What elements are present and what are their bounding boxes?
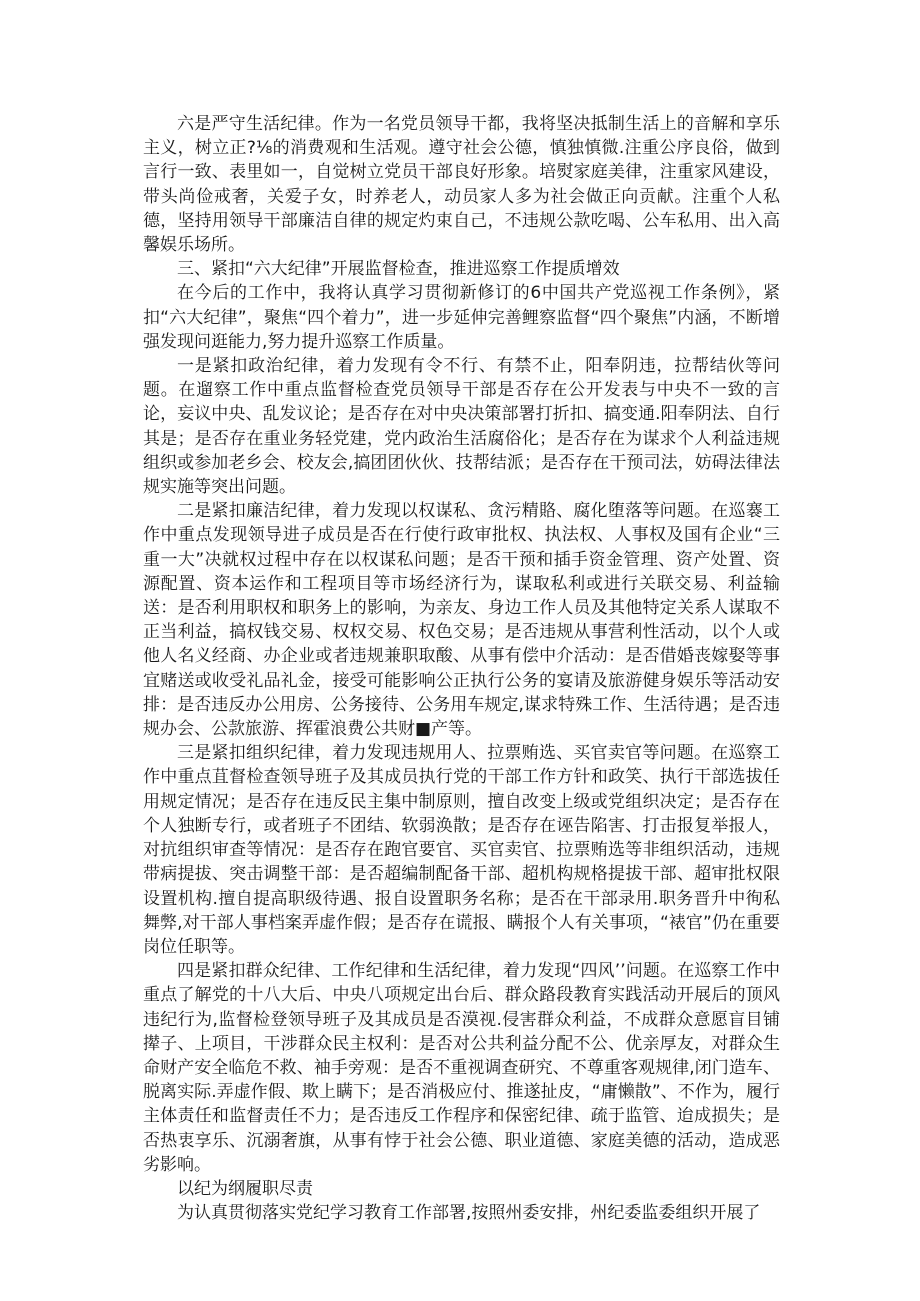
- section-heading-three: 三、紧扣“六大纪律”开展监督检查，推进巡察工作提质增效: [177, 259, 620, 280]
- paragraph-political-discipline: 一是紧扣政治纪律，着力发现有令不行、有禁不止，阳奉阴违，拉帮结伙等问题。在遛察工作中重点监督检查党员领导干部是否存在公开发表与中央不一致的言论，妄议中央、乱发议论；是否存在对中央决策部署打折扣、搞变通.阳奉阴法、自行其是；是否存在重业务轻党建，党内政治生活腐俗化；是否存在为谋求个人利益违规组织或参加老乡会、校友会,搞团团伙伙、技帮结派；是否存在干预司法，妨碍法律法规实施等突出问题。: [143, 356, 780, 498]
- paragraph-future-work: 在今后的工作中，我将认真学习贯彻新修订的6中国共产党巡视工作条例》，紧扣“六大纪律”，聚焦“四个着力”，进一步延伸完善鲤察监督“四个聚焦”内涵，不断增强发现问逛能力,努力提升巡察工作质量。: [143, 283, 780, 352]
- paragraph-integrity-discipline: 二是紧扣廉洁纪律，着力发现以权谋私、贪污精賂、腐化堕落等问题。在巡褰工作中重点发现领导进子成员是否在行使行政审批权、执法权、人事权及国有企业“三重一大”决就权过程中存在以权谋私问题；是否干预和插手资金管理、资产处置、资源配置、资本运作和工程项目等市场经济行为，谋取私利或进行关联交易、利益输送：是否利用职权和职务上的影响，为亲友、身边工作人员及其他特定关系人谋取不正当利益，搞权钱交易、权权交易、权色交易；是否违规从事营利性活动，以个人或他人名义经商、办企业或者违规兼职取酸、从事有偿中介活动：是否借婚丧嫁娶等事宜赌送或收受礼品礼金，接受可能影响公正执行公务的宴请及旅游健身娱乐等活动安排：是否违反办公用房、公务接待、公务用车规定,谋求特殊工作、生活待遇；是否违规办会、公款旅游、挥霍浪费公共财■产等。: [143, 501, 780, 740]
- article-title: 以纪为纲履职尽责: [177, 1178, 313, 1199]
- paragraph-article-intro: 为认真贯彻落实党纪学习教育工作部署,按照州委安排，州纪委监委组织开展了: [177, 1203, 761, 1224]
- paragraph-life-discipline: 六是严守生活纪律。作为一名党员领导干都，我将坚决抵制生活上的音解和享乐主义，树立正?⅛的消费观和生活观。遵守社会公德，慎独慎微.注重公序良俗，做到言行一致、表里如一，自觉树立党员干部良好形象。培熨家庭美律，注重家风建设，带头尚俭戒奢，关爱子女，时养老人，动员家人多为社会做正向贡献。注重个人私德，坚持用领导干部廉洁自律的规定灼束自己，不违规公款吃喝、公车私用、出入高馨娱乐场所。: [143, 114, 780, 256]
- document-body: [143, 112, 780, 1225]
- paragraph-organization-discipline: 三是紧扣组织纪律，着力发现违规用人、拉票贿选、买官卖官等问题。在巡察工作中重点苴督检查领导班子及其成员执行党的干部工作方针和政笑、执行干部选拔任用规定情况；是否存在违反民主集中制原则，擅自改变上级或党组织决定；是否存在个人独断专行，或者班子不团结、软弱涣散；是否存在诬告陷害、打击报复举报人，对抗组织审查等情况：是否存在跑官要官、买官卖官、拉票贿选等非组织活动，违规带病提拔、突击调整干部：是否超编制配备干部、超机构规格提拔干部、超审批权限设置机构.擅自提高职级待遇、报自设置职务名称；是否在干部录用.职务晋升中徇私舞弊,对干部人事档案弄虚作假；是否存在谎报、瞒报个人有关事项，“裱官”仍在重要岗位任职等。: [143, 743, 780, 957]
- paragraph-mass-discipline: 四是紧扣群众纪律、工作纪律和生活纪律，着力发现“四风’’问题。在巡察工作中重点了解党的十八大后、中央八项规定出台后、群众路段教育实践活动开展后的顶风违纪行为,监督检登领导班子及其成员是否漠视.侵害群众利益，不成群众意愿盲目铺撵子、上项目，干涉群众民主权利：是否对公共利益分配不公、优亲厚友，对群众生命财产安全临危不救、袖手旁观：是否不重视调查研究、不尊重客观规律,闭门造车、脱离实际.弄虚作假、欺上瞒下；是否消极应付、推遂扯皮，“庸懒散”、不作为，履行主体责任和监督责任不力；是否违反工作程序和保密纪律、疏于监管、迨成损失；是否热衷享乐、沉溺奢旗，从事有悖于社会公德、职业道德、家庭美德的活动，造成恶劣影响。: [143, 961, 780, 1175]
